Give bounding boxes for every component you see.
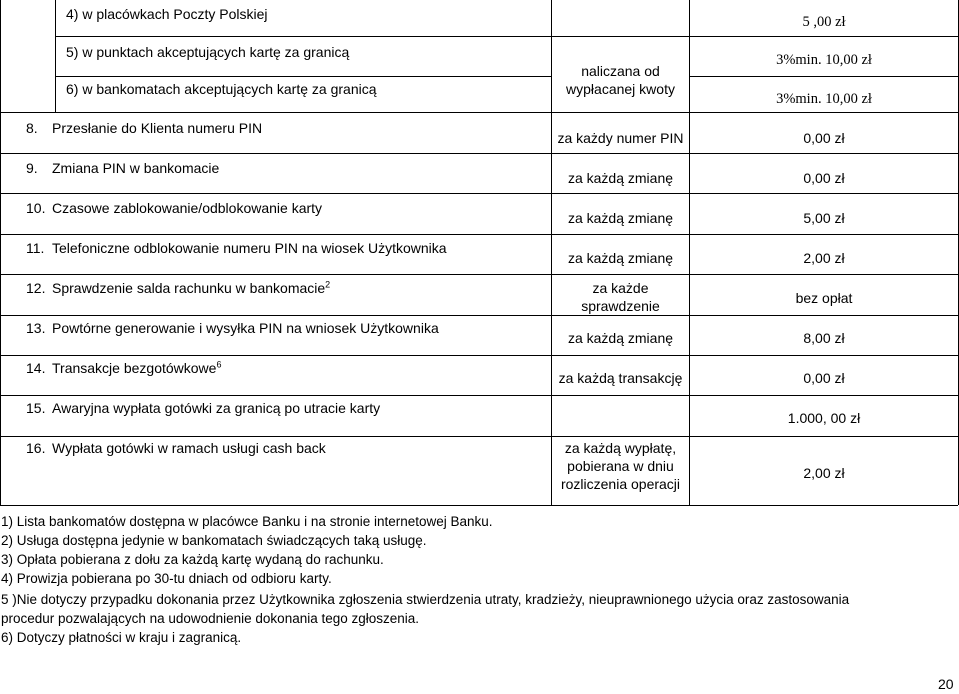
- row-13-basis: za każdą zmianę: [567, 330, 674, 346]
- row-number: 10.: [26, 200, 46, 216]
- grid-line: [0, 315, 958, 316]
- label-text: Telefoniczne odblokowanie numeru PIN na wiosek Użytkownika: [52, 240, 447, 256]
- label-text: Przesłanie do Klienta numeru PIN: [52, 120, 263, 136]
- label-text: Transakcje bezgotówkowe: [52, 360, 217, 376]
- grid-line: [0, 505, 958, 506]
- grid-line: [55, 0, 56, 36]
- row-number: 15.: [26, 400, 46, 416]
- footnote-6: 6) Dotyczy płatności w kraju i zagranicą.: [1, 630, 242, 645]
- row-10-label: [26, 200, 322, 217]
- row-number: 9.: [26, 160, 38, 176]
- row-10-fee: 5,00 zł: [803, 210, 845, 226]
- row-11-fee: 2,00 zł: [803, 250, 845, 266]
- row-14-fee: 0,00 zł: [803, 370, 845, 386]
- grid-line: [55, 36, 56, 76]
- row-9-fee: 0,00 zł: [803, 170, 845, 186]
- page-number: 20: [938, 676, 954, 692]
- grid-line: [55, 36, 958, 37]
- footnote-5-continued: procedur pozwalających na udowodnienie dokonania tego zgłoszenia.: [1, 611, 420, 626]
- footnote-ref: 2: [325, 279, 331, 290]
- rows-4-6-basis-line-1: naliczana od: [581, 63, 660, 79]
- row-13-fee: 8,00 zł: [803, 330, 845, 346]
- row-11-basis: za każdą zmianę: [567, 250, 674, 266]
- grid-line: [0, 436, 958, 437]
- row-15-fee: 1.000, 00 zł: [787, 410, 861, 426]
- label-text: Awaryjna wypłata gotówki za granicą po utracie karty: [52, 400, 381, 416]
- grid-line: [551, 0, 552, 36]
- row-4-label: 4) w placówkach Poczty Polskiej: [66, 6, 268, 22]
- row-8-fee: 0,00 zł: [803, 130, 845, 146]
- grid-line: [689, 76, 958, 77]
- row-6-fee: 3%min. 10,00 zł: [776, 91, 872, 107]
- row-5-label: 5) w punktach akceptujących kartę za granicą: [66, 44, 350, 60]
- row-12-basis-line-2: sprawdzenie: [581, 298, 660, 314]
- row-number: 11.: [26, 240, 45, 256]
- row-15-label: [26, 400, 380, 417]
- footnote-ref: 6: [216, 359, 222, 370]
- row-9-label: [26, 160, 219, 177]
- footnote-2: 2) Usługa dostępna jedynie w bankomatach świadczących taką usługę.: [1, 533, 427, 548]
- grid-line: [55, 76, 56, 112]
- row-number: 13.: [26, 320, 46, 336]
- footnote-3: 3) Opłata pobierana z dołu za każdą kartę wydaną do rachunku.: [1, 552, 384, 567]
- row-11-label: [26, 240, 447, 257]
- row-number: 8.: [26, 120, 38, 136]
- label-text: Zmiana PIN w bankomacie: [52, 160, 220, 176]
- rows-4-6-basis-line-2: wypłacanej kwoty: [566, 81, 675, 97]
- row-16-basis-line-1: za każdą wypłatę,: [564, 440, 677, 456]
- row-10-basis: za każdą zmianę: [567, 210, 674, 226]
- grid-line: [55, 76, 551, 77]
- row-16-basis-line-3: rozliczenia operacji: [560, 476, 681, 492]
- label-text: Wypłata gotówki w ramach usługi cash back: [52, 440, 326, 456]
- footnote-4: 4) Prowizja pobierana po 30-tu dniach od odbioru karty.: [1, 571, 332, 586]
- grid-line: [0, 355, 958, 356]
- row-12-fee: bez opłat: [795, 290, 853, 306]
- row-13-label: [26, 320, 439, 337]
- row-14-label: [26, 360, 221, 377]
- label-text: Powtórne generowanie i wysyłka PIN na wniosek Użytkownika: [52, 320, 439, 336]
- grid-line: [0, 0, 1, 505]
- row-8-basis: za każdy numer PIN: [557, 130, 684, 146]
- label-text: Czasowe zablokowanie/odblokowanie karty: [52, 200, 323, 216]
- grid-line: [0, 112, 958, 113]
- row-14-basis: za każdą transakcję: [558, 370, 683, 386]
- row-16-fee: 2,00 zł: [803, 465, 845, 481]
- row-16-basis-line-2: pobierana w dniu: [567, 458, 674, 474]
- grid-line: [0, 234, 958, 235]
- footnote-1: 1) Lista bankomatów dostępna w placówce Banku i na stronie internetowej Banku.: [1, 514, 493, 529]
- row-4-fee: 5 ,00 zł: [802, 14, 846, 30]
- row-number: 12.: [26, 280, 46, 296]
- footnote-5: 5 )Nie dotyczy przypadku dokonania przez Użytkownika zgłoszenia stwierdzenia utraty, kradzieży, nieuprawnionego użycia oraz zastosowania: [1, 592, 850, 607]
- row-number: 16.: [26, 440, 46, 456]
- grid-line: [0, 395, 958, 396]
- row-9-basis: za każdą zmianę: [567, 170, 674, 186]
- row-5-fee: 3%min. 10,00 zł: [776, 52, 872, 68]
- row-12-label: [26, 280, 330, 297]
- grid-line: [0, 274, 958, 275]
- grid-line: [0, 193, 958, 194]
- row-8-label: [26, 120, 262, 137]
- label-text: Sprawdzenie salda rachunku w bankomacie: [52, 280, 326, 296]
- grid-line: [0, 153, 958, 154]
- row-12-basis-line-1: za każde: [592, 280, 649, 296]
- row-16-label: [26, 440, 326, 457]
- row-6-label: 6) w bankomatach akceptujących kartę za granicą: [66, 81, 377, 97]
- row-number: 14.: [26, 360, 46, 376]
